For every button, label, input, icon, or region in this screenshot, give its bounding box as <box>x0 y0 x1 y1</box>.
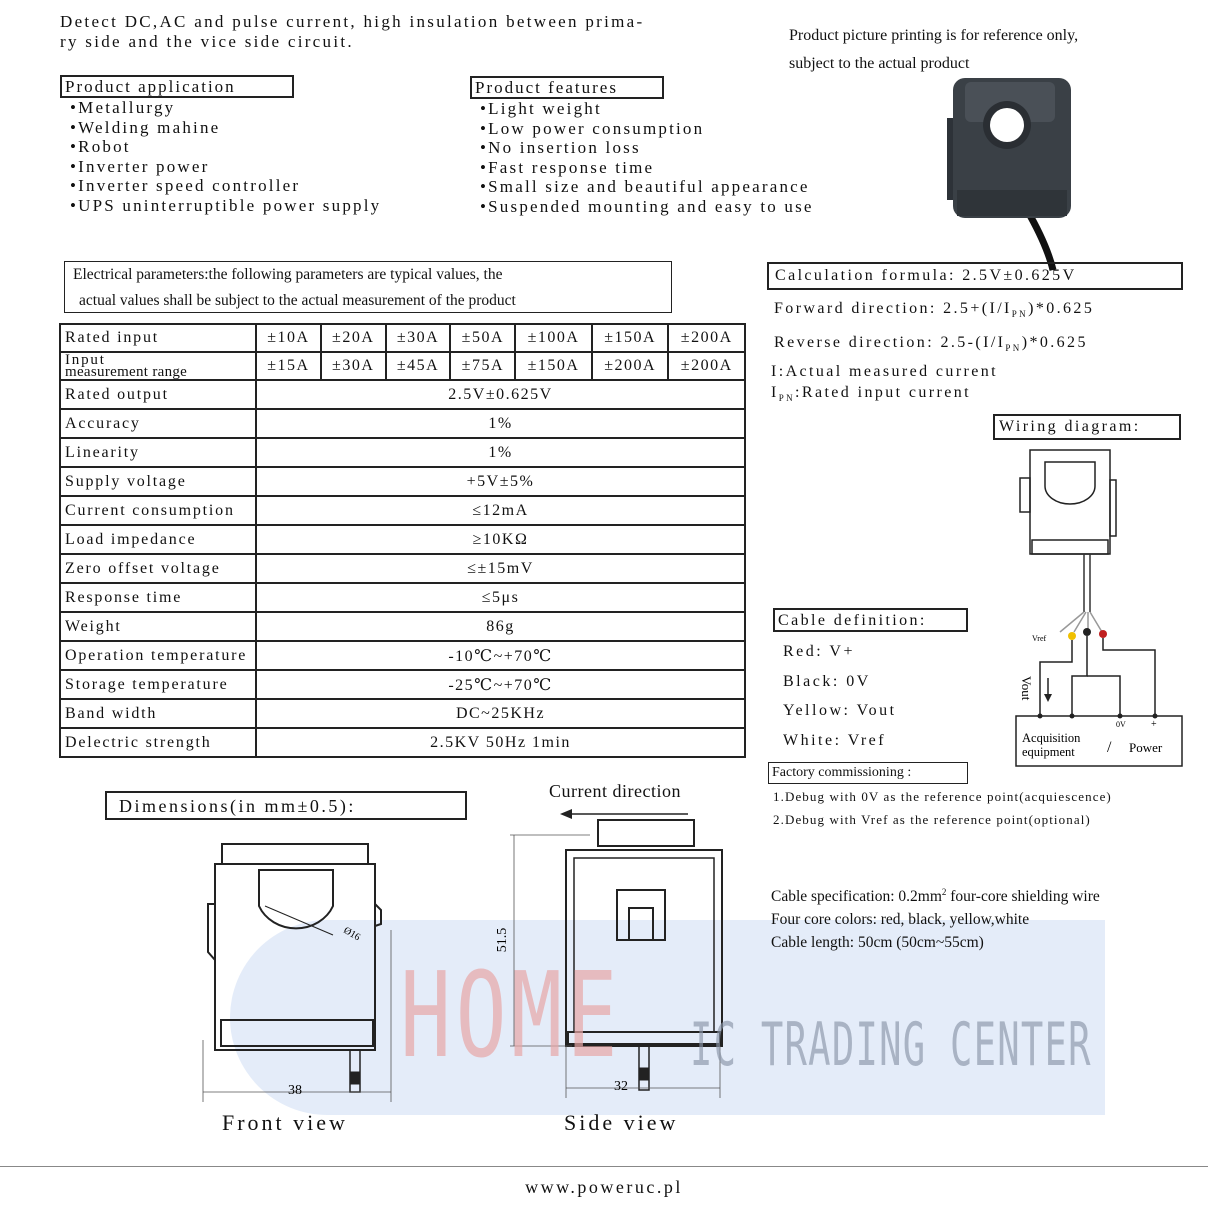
cable-def-title: Cable definition: <box>773 608 968 632</box>
wiring-diagram <box>1010 450 1190 770</box>
features-title: Product features <box>470 76 664 99</box>
yellow-terminal <box>1068 632 1076 640</box>
row-value: 1% <box>256 438 745 467</box>
cable-length-line: Cable length: 50cm (50cm~55cm) <box>771 934 984 952</box>
list-item: •Suspended mounting and easy to use <box>480 196 814 216</box>
list-item: •Metallurgy <box>70 98 176 117</box>
row-value: ≥10KΩ <box>256 525 745 554</box>
footer-url[interactable]: www.poweruc.pl <box>525 1177 683 1197</box>
factory-title: Factory commissioning : <box>768 762 968 784</box>
row-label: Band width <box>60 699 256 728</box>
row-label: Supply voltage <box>60 467 256 496</box>
table-row <box>60 380 745 409</box>
factory-item-2: 2.Debug with Vref as the reference point(optional) <box>773 812 1091 827</box>
list-item: Black: 0V <box>783 672 871 690</box>
ipn-definition: $I_{PN}:Rated$ input current <box>771 384 972 404</box>
row-label: Storage temperature <box>60 670 256 699</box>
table-row <box>60 438 745 467</box>
table-row <box>60 641 745 670</box>
features-list <box>480 99 814 216</box>
wiring-title: Wiring diagram: <box>993 414 1181 440</box>
application-list <box>70 98 381 215</box>
row-value: +5V±5% <box>256 467 745 496</box>
footer-divider <box>0 1166 1208 1167</box>
reverse-formula: Reverse direction: $2.5-(I/I_{PN})*0.625$ <box>774 334 1088 354</box>
row-label: Load impedance <box>60 525 256 554</box>
table-row <box>60 670 745 699</box>
cable-spec-line: Cable specification: $0.2mm^2$ four-core shielding wire <box>771 887 1100 906</box>
table-row <box>60 612 745 641</box>
factory-item-1: 1.Debug with 0V as the reference point(acquiescence) <box>773 789 1112 804</box>
diameter-label: Ø16 <box>341 925 362 944</box>
side-width-label: 32 <box>614 1079 628 1094</box>
cable-colors-line: Four core colors: red, black, yellow,white <box>771 911 1030 929</box>
plus-label: + <box>1151 719 1157 730</box>
list-item: •UPS uninterruptible power supply <box>70 195 382 215</box>
row-value: 2.5KV 50Hz 1min <box>256 728 745 757</box>
power-label: Power <box>1129 740 1163 755</box>
list-item: •Low power consumption <box>480 118 705 138</box>
note-line-2: subject to the actual product <box>789 55 970 72</box>
row-value: 1% <box>256 409 745 438</box>
row-label: Weight <box>60 612 256 641</box>
row-label: Input measurement range <box>60 352 256 380</box>
table-row <box>60 409 745 438</box>
row-value: DC~25KHz <box>256 699 745 728</box>
slash-label: / <box>1107 739 1112 756</box>
list-item: •Small size and beautiful appearance <box>480 177 810 196</box>
row-label: Rated input <box>60 324 256 352</box>
vout-label: Vout <box>1019 676 1034 701</box>
row-value: 2.5V±0.625V <box>256 380 745 409</box>
side-view-label: Side view <box>564 1110 679 1135</box>
row-label: Response time <box>60 583 256 612</box>
cable-spec <box>771 881 1100 954</box>
list-item: •Welding mahine <box>70 117 221 137</box>
application-title: Product application <box>60 75 294 98</box>
watermark-center: IC TRADING CENTER <box>690 1010 1092 1080</box>
intro-line-1: Detect DC,AC and pulse current, high insulation between prima- <box>60 12 645 31</box>
row-value: 86g <box>256 612 745 641</box>
intro-line-2: ry side and the vice side circuit. <box>60 32 354 51</box>
current-direction-label: Current direction <box>549 781 681 801</box>
intro-text <box>60 12 780 52</box>
table-row <box>60 525 745 554</box>
cable-def-list <box>783 637 897 755</box>
electrical-note: Electrical parameters:the following parameters are typical values, the actual values shall be subject to the actual measurement of the product <box>64 261 672 313</box>
table-row: Input measurement range ±15A ±30A ±45A ±75A ±150A ±200A ±200A <box>60 352 745 380</box>
zero-v-label: 0V <box>1116 720 1126 729</box>
black-terminal <box>1083 628 1091 636</box>
row-label: Linearity <box>60 438 256 467</box>
row-value: -25℃~+70℃ <box>256 670 745 699</box>
list-item: •Light weight <box>480 99 602 118</box>
table-row <box>60 496 745 525</box>
table-row <box>60 728 745 757</box>
row-label: Rated output <box>60 380 256 409</box>
list-item: •Robot <box>70 137 131 156</box>
list-item: •Fast response time <box>480 157 655 177</box>
table-row <box>60 583 745 612</box>
list-item: •Inverter speed controller <box>70 176 301 195</box>
watermark-home: HOME <box>400 946 622 1084</box>
parameters-table <box>59 323 746 758</box>
list-item: Red: V+ <box>783 643 856 660</box>
product-photo <box>935 70 1075 270</box>
list-item: White: Vref <box>783 731 887 749</box>
row-label: Delectric strength <box>60 728 256 757</box>
i-definition: I:Actual measured current <box>771 363 999 380</box>
row-value: ≤±15mV <box>256 554 745 583</box>
note-line-1: Product picture printing is for reference only, <box>789 27 1079 44</box>
table-row <box>60 554 745 583</box>
current-direction-arrow <box>560 808 690 820</box>
acquisition-label-1: Acquisition <box>1022 731 1081 745</box>
table-row: Rated input ±10A ±20A ±30A ±50A ±100A ±150A ±200A <box>60 324 745 352</box>
row-label: Accuracy <box>60 409 256 438</box>
list-item: Yellow: Vout <box>783 702 897 719</box>
row-value: -10℃~+70℃ <box>256 641 745 670</box>
table-row <box>60 467 745 496</box>
row-label: Current consumption <box>60 496 256 525</box>
acquisition-label-2: equipment <box>1022 745 1075 759</box>
row-value: ≤12mA <box>256 496 745 525</box>
row-label: Operation temperature <box>60 641 256 670</box>
list-item: •Inverter power <box>70 156 210 176</box>
dimensions-title: Dimensions(in mm±0.5): <box>105 791 467 820</box>
row-label: Zero offset voltage <box>60 554 256 583</box>
front-width-label: 38 <box>288 1083 302 1098</box>
sensor-outline <box>1020 450 1116 554</box>
vref-label: Vref <box>1032 634 1047 643</box>
height-label: 51.5 <box>495 927 510 953</box>
row-value: ≤5μs <box>256 583 745 612</box>
front-view-label: Front view <box>222 1110 348 1135</box>
front-view-drawing <box>195 840 425 1110</box>
list-item: •No insertion loss <box>480 138 641 157</box>
forward-formula: Forward direction: $2.5+(I/I_{PN})*0.625$ <box>774 300 1095 320</box>
red-terminal <box>1099 630 1107 638</box>
table-row <box>60 699 745 728</box>
formula-title: Calculation formula: 2.5V±0.625V <box>767 262 1183 290</box>
